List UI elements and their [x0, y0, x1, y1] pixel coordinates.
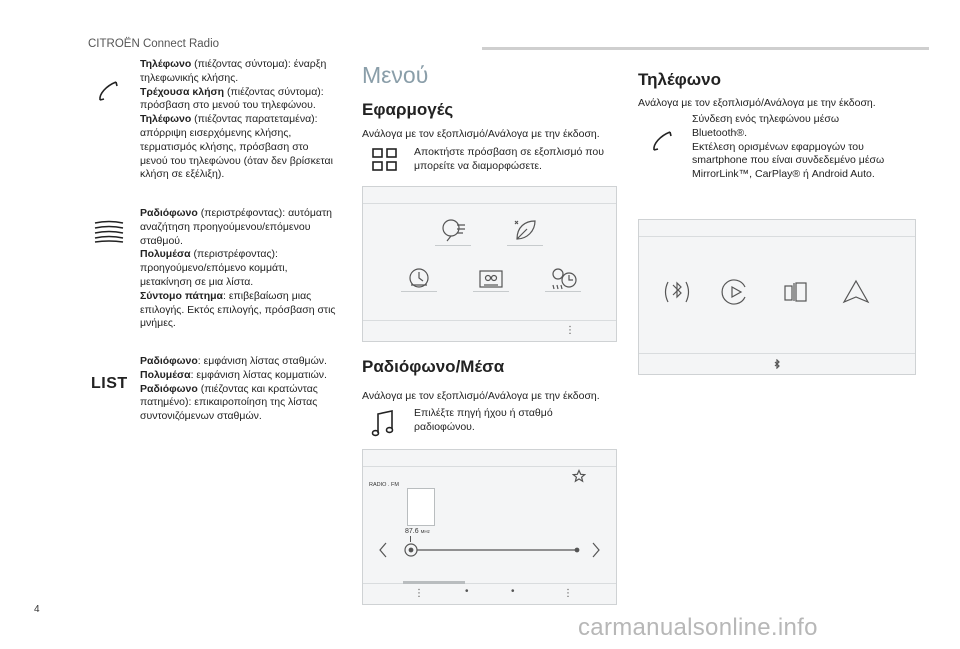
connected-services-icon[interactable] — [439, 217, 469, 243]
radio-screen — [362, 449, 617, 605]
list-button-label: LIST — [91, 375, 128, 392]
apps-grid-icon — [370, 146, 400, 174]
radio-description: Επιλέξτε πηγή ήχου ή σταθμό ραδιοφώνου. — [414, 407, 553, 433]
vehicle-settings-icon[interactable] — [405, 265, 433, 291]
phone-icon — [648, 126, 678, 156]
frequency-slider[interactable] — [401, 540, 581, 560]
phone-screen — [638, 219, 916, 375]
phone-description: Τηλέφωνο (πιέζοντας σύντομα): έναρξη τηλεφωνικής κλήσης. Τρέχουσα κλήση (πιέζοντας σύντομα): πρόσβαση στο μενού του τηλεφώνου. Τηλέφωνο (πιέζοντας παρατεταμένα): απόρριψη εισερχόμενης κλήσης, τερματισμός κλήσης, πρόσβαση στο μενού του τηλεφώνου (όταν δεν βρίσκεται κλήση σε εξέλιξη). — [140, 58, 333, 181]
header-title: CITROËN Connect Radio — [88, 38, 220, 50]
frequency-cursor — [410, 536, 411, 542]
thumbwheel-icon — [92, 218, 126, 246]
eco-leaf-icon[interactable] — [511, 217, 541, 243]
phone-note: Ανάλογα με τον εξοπλισμό/Ανάλογα με την έκδοση. — [638, 97, 876, 109]
radio-more-icon[interactable]: ⋮ — [563, 588, 573, 599]
android-auto-icon[interactable] — [841, 277, 871, 307]
favorite-star-icon[interactable] — [572, 469, 586, 483]
next-station-icon[interactable] — [590, 542, 602, 558]
station-artwork — [407, 488, 435, 526]
apps-description: Αποκτήστε πρόσβαση σε εξοπλισμό που μπορείτε να διαμορφώσετε. — [414, 146, 604, 172]
menu-heading: Μενού — [362, 62, 429, 88]
mirrorlink-icon[interactable] — [781, 277, 811, 307]
radio-menu-icon[interactable]: ⋮ — [414, 588, 424, 599]
driving-aids-icon[interactable] — [477, 267, 505, 291]
active-tab-indicator — [403, 581, 465, 584]
thumbwheel-description: Ραδιόφωνο (περιστρέφοντας): αυτόματη αναζήτηση προηγούμενου/επόμενου σταθμού. Πολυμέσα (περιστρέφοντας): προηγούμενο/επόμενο κομμάτι, μετακίνηση σε μια λίστα. Σύντομο πάτημα: επιβεβαίωση μιας επιλογής. Εκτός επιλογής, πρόσβαση στις μνήμες. — [140, 207, 336, 330]
apps-heading: Εφαρμογές — [362, 100, 454, 119]
watermark: carmanualsonline.info — [578, 614, 818, 641]
apps-more-icon[interactable]: ⋮ — [565, 325, 575, 336]
apps-screen — [362, 186, 617, 342]
air-conditioning-icon[interactable] — [549, 265, 579, 291]
radio-dot-icon[interactable]: • — [465, 586, 469, 597]
band-label: RADIO . FM — [369, 482, 399, 488]
page-number: 4 — [34, 604, 40, 615]
list-description: Ραδιόφωνο: εμφάνιση λίστας σταθμών. Πολυμέσα: εμφάνιση λίστας κομματιών. Ραδιόφωνο (πιέζοντας και κρατώντας πατημένο): επικαιροποίηση της λίστας συντονιζόμενων σταθμών. — [140, 355, 327, 423]
bluetooth-icon[interactable] — [661, 276, 693, 308]
radio-heading: Ραδιόφωνο/Μέσα — [362, 357, 505, 376]
apps-note: Ανάλογα με τον εξοπλισμό/Ανάλογα με την έκδοση. — [362, 128, 600, 140]
music-note-icon — [368, 408, 398, 438]
previous-station-icon[interactable] — [377, 542, 389, 558]
phone-icon — [94, 76, 124, 106]
header-rule — [482, 47, 929, 50]
radio-note: Ανάλογα με τον εξοπλισμό/Ανάλογα με την έκδοση. — [362, 390, 600, 402]
bluetooth-status-icon — [773, 359, 781, 369]
carplay-icon[interactable] — [720, 277, 750, 307]
frequency-readout: 87.6 MHz — [405, 528, 430, 535]
radio-dot-icon[interactable]: • — [511, 586, 515, 597]
phone-heading: Τηλέφωνο — [638, 70, 721, 89]
phone-menu-description: Σύνδεση ενός τηλεφώνου μέσω Bluetooth®. Εκτέλεση ορισμένων εφαρμογών του smartphone που είναι συνδεδεμένο μέσω MirrorLink™, CarPlay® ή Android Auto. — [692, 113, 885, 181]
